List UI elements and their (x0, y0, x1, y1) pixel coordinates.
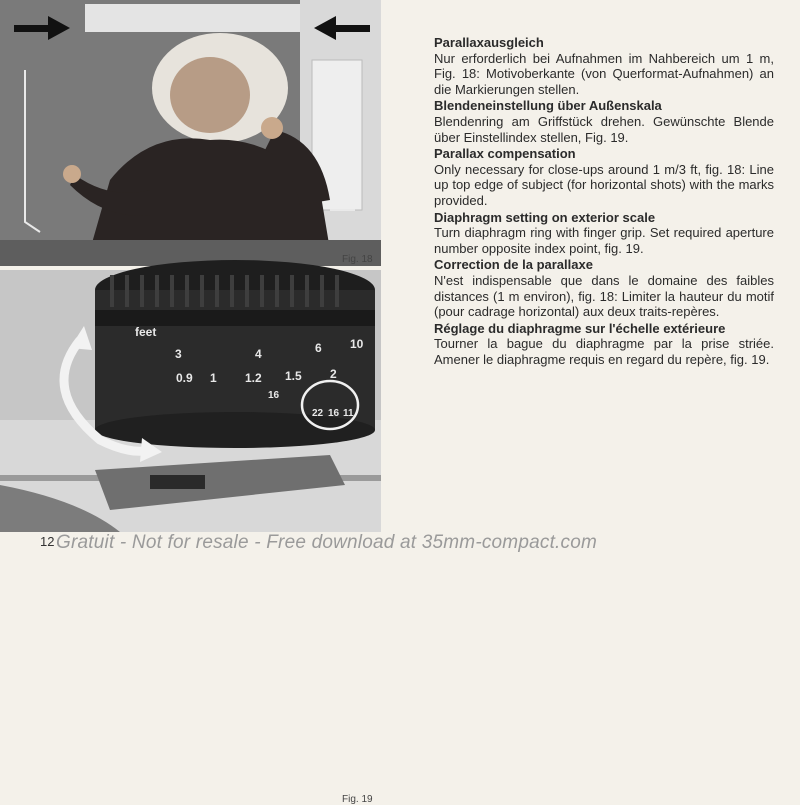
heading-parallax-compensation: Parallax compensation (434, 146, 576, 162)
heading-correction-parallaxe: Correction de la parallaxe (434, 257, 593, 273)
scale-num: 10 (350, 337, 364, 351)
scale-num: 6 (315, 341, 322, 355)
footer-watermark: Gratuit - Not for resale - Free download at 35mm-compact.com (56, 532, 598, 553)
heading-blendeneinstellung: Blendeneinstellung über Außenskala (434, 98, 662, 114)
figure-18-photo (0, 0, 381, 266)
body-diaphragm-setting: Turn diaphragm ring with finger grip. Set required aperture number opposite index point, fig. 19. (434, 225, 774, 256)
body-correction-parallaxe: N'est indispensable que dans le domaine des faibles distances (1 m environ), fig. 18: Limiter la hauteur du motif (pour cadrage horizontal) aux deux traits-repères. (434, 272, 774, 320)
scale-num: 16 (328, 408, 340, 419)
scale-num: 0.9 (176, 371, 193, 385)
viewfinder-child-illustration (0, 0, 381, 266)
scale-num: 4 (255, 347, 262, 361)
body-parallax-compensation: Only necessary for close-ups around 1 m/3 ft, fig. 18: Line up top edge of subject (for horizontal shots) with the marks provided. (434, 161, 774, 208)
scale-feet: feet (135, 325, 157, 339)
scale-num: 16 (268, 390, 280, 401)
heading-parallaxausgleich: Parallaxausgleich (434, 35, 544, 50)
scale-num: 22 (312, 408, 324, 419)
scale-num: 11 (343, 408, 354, 419)
scale-num: 1 (210, 371, 217, 385)
figure-18-label: Fig. 18 (342, 254, 373, 265)
scale-num: 2 (330, 367, 337, 381)
heading-reglage-diaphragme: Réglage du diaphragme sur l'échelle extérieure (434, 320, 726, 336)
figure-19-label: Fig. 19 (342, 794, 373, 805)
scale-num: 3 (175, 347, 182, 361)
body-blendeneinstellung: Blendenring am Griffstück drehen. Gewünschte Blende über Einstellindex stellen, Fig. 19. (434, 113, 774, 145)
body-parallaxausgleich: Nur erforderlich bei Aufnahmen im Nahbereich um 1 m, Fig. 18: Motivoberkante (von Querformat-Aufnahmen) an die Markierungen stellen. (434, 50, 774, 97)
page-number: 12 (40, 534, 55, 549)
scale-num: 1.5 (285, 369, 302, 383)
scale-num: 1.2 (245, 371, 262, 385)
body-reglage-diaphragme: Tourner la bague du diaphragme par la prise striée. Amener le diaphragme requis en regard du repère, fig. 19. (434, 336, 774, 367)
heading-diaphragm-setting: Diaphragm setting on exterior scale (434, 209, 656, 225)
instruction-text (434, 34, 774, 367)
lens-ring-illustration (0, 270, 381, 532)
